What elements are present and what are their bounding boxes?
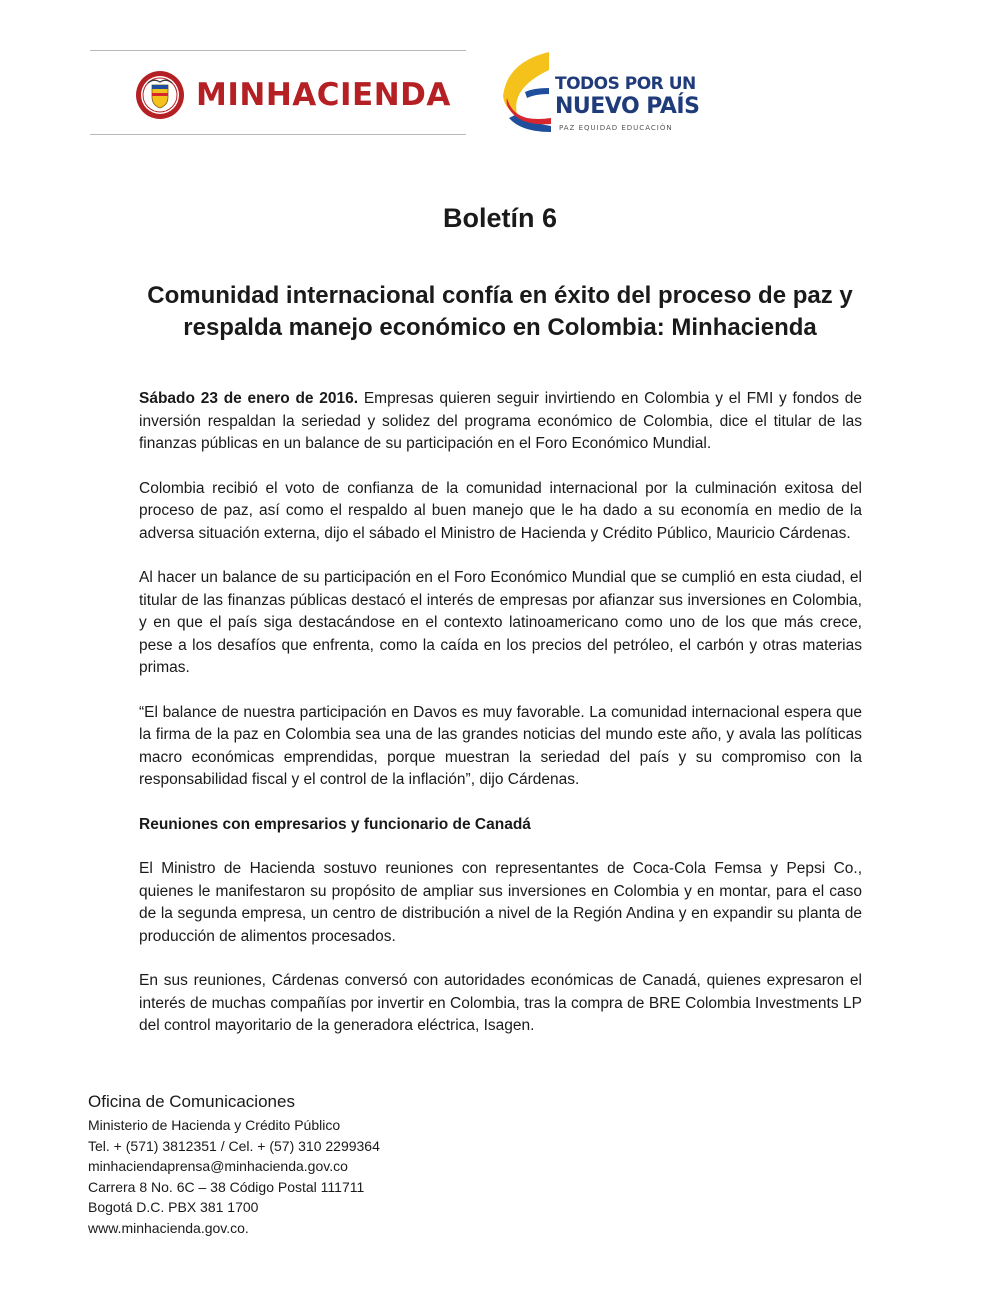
todos-por-un-nuevo-pais-logo bbox=[497, 48, 700, 138]
paragraph-1-text: Empresas quieren seguir invirtiendo en Colombia y el FMI y fondos de inversión respaldan la seriedad y solidez del programa económico de Colombia, dice el titular de las finanzas públicas en un balance de su participación en el Foro Económico Mundial. bbox=[139, 390, 862, 452]
headline: Comunidad internacional confía en éxito del proceso de paz y respalda manejo económico en Colombia: Minhacienda bbox=[147, 282, 853, 341]
paragraph-6: En sus reuniones, Cárdenas conversó con autoridades económicas de Canadá, quienes expresaron el interés de muchas compañías por invertir en Colombia, tras la compra de BRE Colombia Investments LP del control mayoritario de la generadora eléctrica, Isagen. bbox=[139, 972, 862, 1034]
paragraph-5: El Ministro de Hacienda sostuvo reuniones con representantes de Coca-Cola Femsa y Pepsi Co., quienes le manifestaron su propósito de ampliar sus inversiones en Colombia y en montar, para el caso de la segunda empresa, un centro de distribución a nivel de la Región Andina y en expandir su planta de producción de alimentos procesados. bbox=[139, 860, 862, 945]
paragraph-3: Al hacer un balance de su participación en el Foro Económico Mundial que se cumplió en esta ciudad, el titular de las finanzas públicas destacó el interés de empresas por afianzar sus inversiones en Colombia, y en que el país siga destacándose en el contexto latinoamericano como uno de los que más crece, pese a los desafíos que enfrenta, como la caída en los precios del petróleo, el carbón y otras materias primas. bbox=[139, 569, 862, 676]
header-rule-top bbox=[90, 50, 466, 51]
paragraph-1 bbox=[139, 388, 862, 456]
ministry-name: MINHACIENDA bbox=[196, 77, 451, 113]
phone-numbers: Tel. + (571) 3812351 / Cel. + (57) 310 2299364 bbox=[88, 1137, 380, 1154]
slogan-line-1: TODOS POR UN bbox=[555, 74, 696, 94]
slogan-line-2: NUEVO PAÍS bbox=[555, 94, 700, 119]
ministry-full-name: Ministerio de Hacienda y Crédito Público bbox=[88, 1117, 341, 1133]
section-subheading: Reuniones con empresarios y funcionario de Canadá bbox=[139, 815, 531, 833]
header-rule-bottom bbox=[90, 134, 466, 135]
contact-footer bbox=[88, 1090, 588, 1238]
article-body bbox=[139, 388, 862, 1060]
postal-address: Carrera 8 No. 6C – 38 Código Postal 111711 bbox=[88, 1178, 365, 1195]
flag-swoosh-icon bbox=[497, 48, 557, 138]
article-date: Sábado 23 de enero de 2016. bbox=[139, 390, 359, 407]
paragraph-4: “El balance de nuestra participación en Davos es muy favorable. La comunidad internacional espera que la firma de la paz en Colombia sea una de las grandes noticias del mundo este año, y avala las políticas macro económicas emprendidas, porque muestran la seriedad del país y su compromiso con la responsabilidad fiscal y el control de la inflación”, dijo Cárdenas. bbox=[139, 703, 862, 788]
coat-of-arms-icon bbox=[134, 69, 186, 121]
bulletin-number: Boletín 6 bbox=[442, 203, 557, 233]
website-link[interactable]: www.minhacienda.gov.co. bbox=[88, 1219, 249, 1236]
paragraph-2: Colombia recibió el voto de confianza de la comunidad internacional por la culminación exitosa del proceso de paz, así como el respaldo al buen manejo que le ha dado a su economía en medio de la adversa situación externa, dijo el sábado el Ministro de Hacienda y Crédito Público, Mauricio Cárdenas. bbox=[139, 479, 862, 542]
city-pbx: Bogotá D.C. PBX 381 1700 bbox=[88, 1199, 259, 1215]
email-link[interactable]: minhaciendaprensa@minhacienda.gov.co bbox=[88, 1158, 348, 1174]
office-name: Oficina de Comunicaciones bbox=[88, 1092, 295, 1111]
slogan-line-3: PAZ EQUIDAD EDUCACIÓN bbox=[559, 124, 673, 132]
minhacienda-logo bbox=[134, 68, 474, 122]
